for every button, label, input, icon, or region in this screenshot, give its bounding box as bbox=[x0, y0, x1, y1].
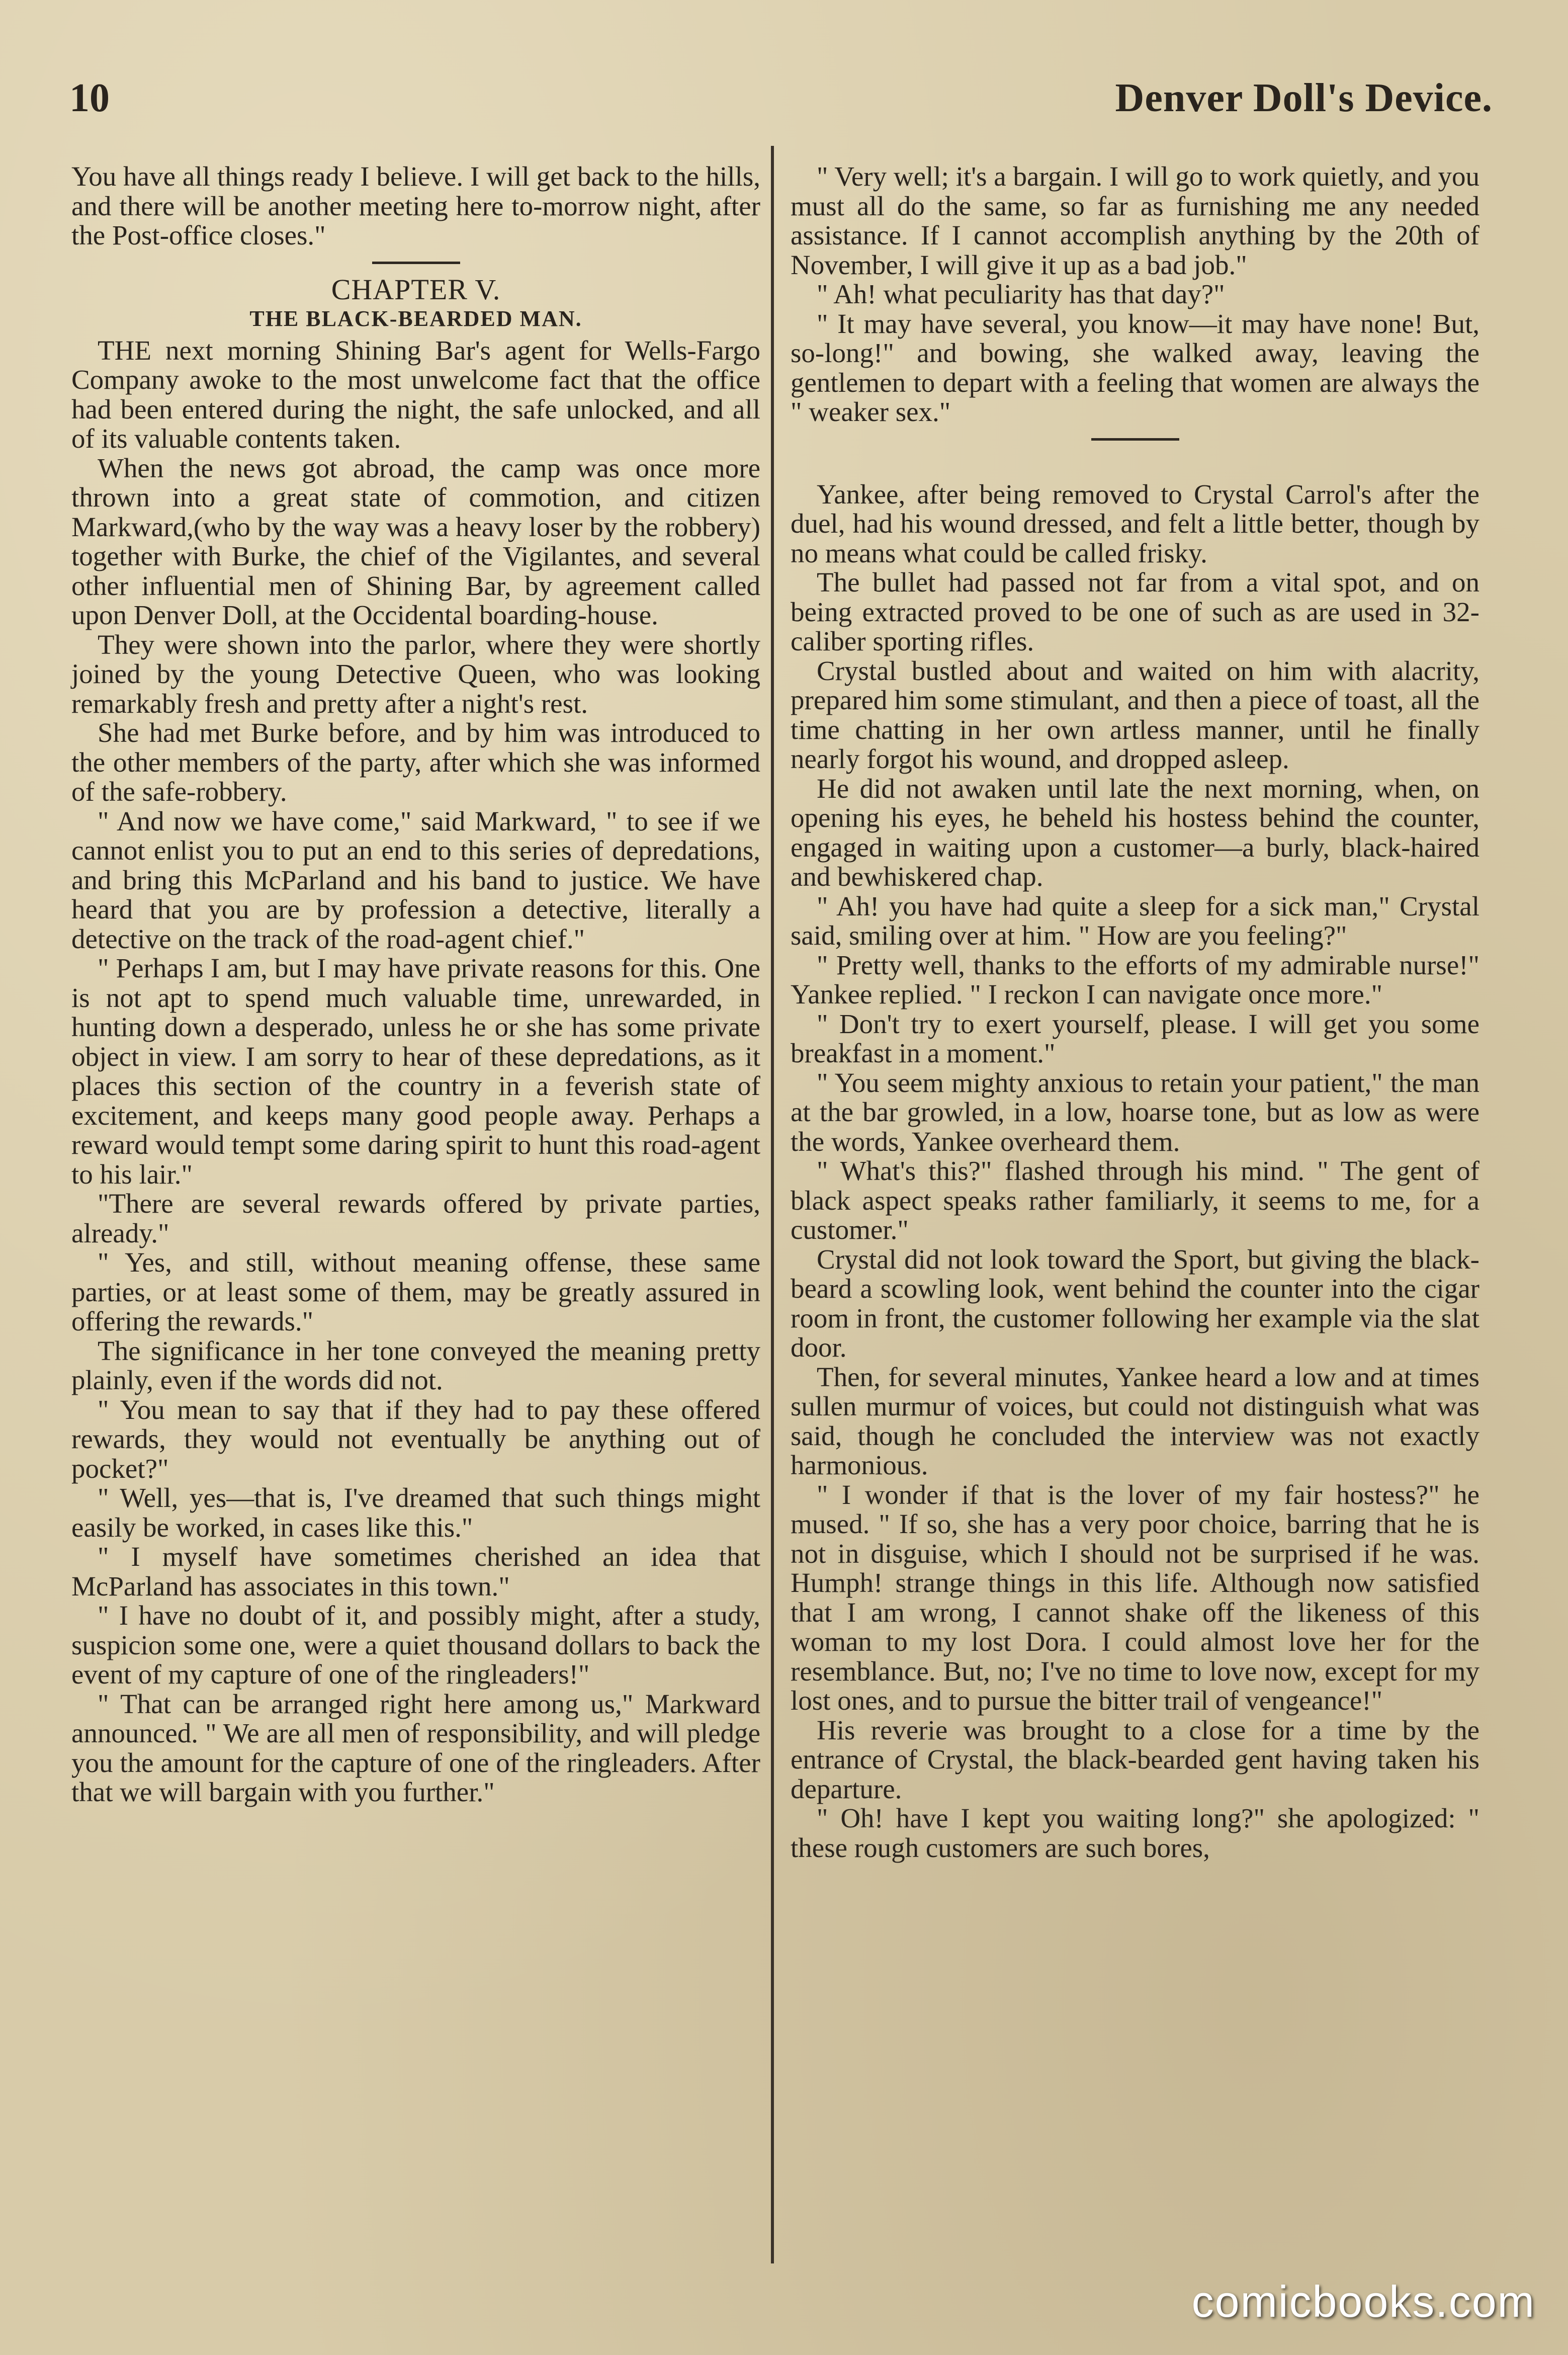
paragraph: " Oh! have I kept you waiting long?" she apologized: " these rough customers are such bores, bbox=[791, 1803, 1479, 1863]
paragraph: When the news got abroad, the camp was once more thrown into a great state of commotion, and citizen Markward,(who by the way was a heavy loser by the robbery) together with Burke, the chief of the Vigilantes, and several other influential men of Shining Bar, by agreement called upon Denver Doll, at the Occidental boarding-house. bbox=[71, 452, 760, 630]
paragraph: The significance in her tone conveyed the meaning pretty plainly, even if the words did not. bbox=[71, 1335, 760, 1395]
paragraph: Then, for several minutes, Yankee heard a low and at times sullen murmur of voices, but could not distinguish what was said, though he concluded the interview was not exactly harmonious. bbox=[791, 1361, 1479, 1480]
paragraph: THE next morning Shining Bar's agent for Wells-Fargo Company awoke to the most unwelcome fact that the office had been entered during the night, the safe unlocked, and all of its valuable contents taken. bbox=[71, 334, 760, 454]
left-column bbox=[71, 162, 760, 1807]
paragraph: " Ah! what peculiarity has that day?" bbox=[817, 279, 1225, 309]
paragraph: The bullet had passed not far from a vital spot, and on being extracted proved to be one of such as are used in 32-caliber sporting rifles. bbox=[791, 567, 1479, 656]
paragraph: " And now we have come," said Markward, " to see if we cannot enlist you to put an end to this series of depredations, and bring this McParland and his band to justice. We have heard that you are by profession a detective, literally a detective on the track of the road-agent chief." bbox=[71, 805, 760, 954]
paragraph: You have all things ready I believe. I will get back to the hills, and there will be another meeting here to-morrow night, after the Post-office closes." bbox=[71, 161, 760, 250]
paragraph: " That can be arranged right here among us," Markward announced. " We are all men of responsibility, and will pledge you the amount for the capture of one of the ringleaders. After that we will bargain with you further." bbox=[71, 1688, 760, 1807]
paragraph: " Pretty well, thanks to the efforts of my admirable nurse!" Yankee replied. " I reckon I can navigate once more." bbox=[791, 949, 1479, 1010]
paragraph: "There are several rewards offered by private parties, already." bbox=[71, 1188, 760, 1248]
paragraph: " What's this?" flashed through his mind. " The gent of black aspect speaks rather familiarly, it seems to me, for a customer." bbox=[791, 1155, 1479, 1245]
paragraph: They were shown into the parlor, where they were shortly joined by the young Detective Queen, who was looking remarkably fresh and pretty after a night's rest. bbox=[71, 629, 760, 719]
paragraph: " Well, yes—that is, I've dreamed that such things might easily be worked, in cases like this." bbox=[71, 1482, 760, 1543]
paragraph: " Yes, and still, without meaning offense, these same parties, or at least some of them, may be greatly assured in offering the rewards." bbox=[71, 1247, 760, 1336]
paragraph: " You seem mighty anxious to retain your patient," the man at the bar growled, in a low, hoarse tone, but as low as were the words, Yankee overheard them. bbox=[791, 1067, 1479, 1157]
paragraph: She had met Burke before, and by him was introduced to the other members of the party, after which she was informed of the safe-robbery. bbox=[71, 717, 760, 807]
site-watermark: comicbooks.com bbox=[1191, 2277, 1535, 2326]
section-divider bbox=[1091, 438, 1179, 441]
right-column bbox=[791, 162, 1479, 1863]
section-gap bbox=[791, 452, 1479, 480]
column-divider bbox=[771, 146, 774, 2263]
paragraph: " I myself have sometimes cherished an idea that McParland has associates in this town." bbox=[71, 1541, 760, 1602]
paragraph: Crystal bustled about and waited on him with alacrity, prepared him some stimulant, and then a piece of toast, all the time chatting in her own artless manner, until he finally nearly forgot his wound, and dropped asleep. bbox=[791, 655, 1479, 774]
paragraph: " Don't try to exert yourself, please. I will get you some breakfast in a moment." bbox=[791, 1008, 1479, 1068]
page-header bbox=[69, 70, 1493, 131]
paragraph: Crystal did not look toward the Sport, but giving the black-beard a scowling look, went behind the counter into the cigar room in front, the customer following her example via the slat door. bbox=[791, 1243, 1479, 1363]
chapter-heading: CHAPTER V. bbox=[331, 273, 501, 306]
paragraph: " I have no doubt of it, and possibly might, after a study, suspicion some one, were a quiet thousand dollars to back the event of my capture of one of the ringleaders!" bbox=[71, 1600, 760, 1690]
running-title: Denver Doll's Device. bbox=[1115, 76, 1493, 120]
paragraph: " Perhaps I am, but I may have private reasons for this. One is not apt to spend much valuable time, unrewarded, in hunting down a desperado, unless he or she has some private object in view. I am sorry to hear of these depredations, as it places this section of the country in a feverish state of excitement, and keeps many good people away. Perhaps a reward would tempt some daring spirit to hunt this road-agent to his lair." bbox=[71, 953, 760, 1190]
section-divider bbox=[372, 262, 460, 264]
paragraph: " You mean to say that if they had to pay these offered rewards, they would not eventually be anything out of pocket?" bbox=[71, 1394, 760, 1484]
paragraph: His reverie was brought to a close for a time by the entrance of Crystal, the black-bearded gent having taken his departure. bbox=[791, 1714, 1479, 1804]
chapter-title: THE BLACK-BEARDED MAN. bbox=[249, 306, 582, 331]
paragraph: " I wonder if that is the lover of my fair hostess?" he mused. " If so, she has a very poor choice, barring that he is not in disguise, which I should not be surprised if he was. Humph! strange things in this life. Although now satisfied that I am wrong, I cannot shake off the likeness of this woman to my lost Dora. I could almost love her for the resemblance. But, no; I've no time to love now, except for my lost ones, and to pursue the bitter trail of vengeance!" bbox=[791, 1479, 1479, 1716]
paragraph: " Ah! you have had quite a sleep for a sick man," Crystal said, smiling over at him. " How are you feeling?" bbox=[791, 890, 1479, 951]
paragraph: " It may have several, you know—it may have none! But, so-long!" and bowing, she walked away, leaving the gentlemen to depart with a feeling that women are always the " weaker sex." bbox=[791, 308, 1479, 427]
paragraph: Yankee, after being removed to Crystal Carrol's after the duel, had his wound dressed, and felt a little better, though by no means what could be called frisky. bbox=[791, 478, 1479, 568]
paragraph: He did not awaken until late the next morning, when, on opening his eyes, he beheld his hostess behind the counter, engaged in waiting upon a customer—a burly, black-haired and bewhiskered chap. bbox=[791, 773, 1479, 892]
page-number: 10 bbox=[69, 76, 110, 120]
paragraph: " Very well; it's a bargain. I will go to work quietly, and you must all do the same, so far as furnishing me any needed assistance. If I cannot accomplish anything by the 20th of November, I will give it up as a bad job." bbox=[791, 161, 1479, 280]
